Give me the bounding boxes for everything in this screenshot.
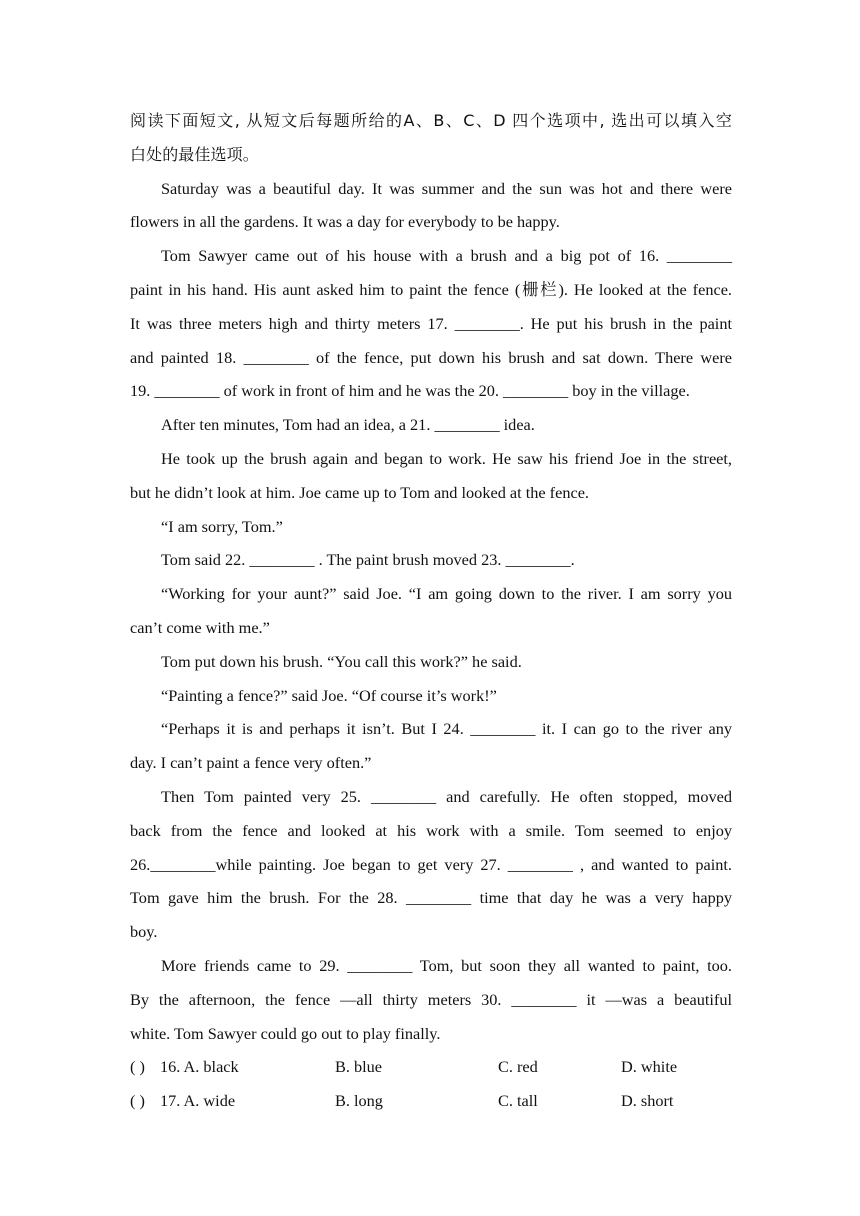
passage-line: “I am sorry, Tom.” (161, 516, 283, 536)
passage-line: Tom said 22. ________ . The paint brush moved 23. ________. (161, 550, 575, 570)
instruction-line-2: 白处的最佳选项。 (130, 144, 259, 164)
question-17 (130, 1084, 732, 1118)
passage-line: 19. ________ of work in front of him and he was the 20. ________ boy in the village. (130, 381, 690, 401)
passage-line: can’t come with me.” (130, 617, 270, 637)
passage-line: “Working for your aunt?” said Joe. “I am going down to the river. I am sorry you (161, 584, 732, 604)
passage-line: 26.________while painting. Joe began to get very 27. ________ , and wanted to paint. (130, 854, 732, 874)
option-b: B. long (335, 1091, 383, 1111)
option-a: 17. A. wide (160, 1091, 236, 1111)
instruction-line-1: 阅读下面短文, 从短文后每题所给的A、B、C、D 四个选项中, 选出可以填入空 (130, 111, 732, 130)
passage-line: flowers in all the gardens. It was a day for everybody to be happy. (130, 212, 560, 232)
passage-line: and painted 18. ________ of the fence, put down his brush and sat down. There were (130, 347, 732, 367)
passage-line: but he didn’t look at him. Joe came up to Tom and looked at the fence. (130, 482, 589, 502)
question-16 (130, 1050, 732, 1084)
passage-line: white. Tom Sawyer could go out to play finally. (130, 1023, 441, 1043)
document-page (130, 104, 732, 1118)
passage-line: Then Tom painted very 25. ________ and carefully. He often stopped, moved (161, 786, 732, 806)
passage-line: back from the fence and looked at his work with a smile. Tom seemed to enjoy (130, 820, 732, 840)
passage-line: After ten minutes, Tom had an idea, a 21. ________ idea. (161, 415, 535, 435)
passage-line: Saturday was a beautiful day. It was summer and the sun was hot and there were (161, 178, 732, 198)
option-d: D. white (621, 1057, 678, 1077)
passage-line: boy. (130, 922, 158, 942)
option-d: D. short (621, 1091, 674, 1111)
option-a: 16. A. black (160, 1057, 239, 1077)
passage-line: He took up the brush again and began to work. He saw his friend Joe in the street, (161, 448, 732, 468)
passage-line: Tom gave him the brush. For the 28. ________ time that day he was a very happy (130, 888, 732, 908)
passage-line: Tom put down his brush. “You call this work?” he said. (161, 651, 522, 671)
option-c: C. tall (498, 1091, 538, 1111)
passage-line: paint in his hand. His aunt asked him to paint the fence (栅栏). He looked at the fence. (130, 279, 732, 299)
passage (130, 172, 732, 1051)
answer-bracket: ( ) (130, 1057, 145, 1077)
option-c: C. red (498, 1057, 538, 1077)
passage-line: “Painting a fence?” said Joe. “Of course it’s work!” (161, 685, 497, 705)
option-b: B. blue (335, 1057, 383, 1077)
passage-line: Tom Sawyer came out of his house with a brush and a big pot of 16. ________ (161, 246, 732, 266)
question-list (130, 1050, 732, 1118)
passage-line: More friends came to 29. ________ Tom, but soon they all wanted to paint, too. (161, 955, 732, 975)
answer-bracket: ( ) (130, 1091, 145, 1111)
passage-line: By the afternoon, the fence —all thirty meters 30. ________ it —was a beautiful (130, 989, 732, 1009)
passage-line: It was three meters high and thirty meters 17. ________. He put his brush in the paint (130, 313, 732, 333)
passage-line: “Perhaps it is and perhaps it isn’t. But I 24. ________ it. I can go to the river any (161, 719, 732, 739)
passage-line: day. I can’t paint a fence very often.” (130, 753, 372, 773)
